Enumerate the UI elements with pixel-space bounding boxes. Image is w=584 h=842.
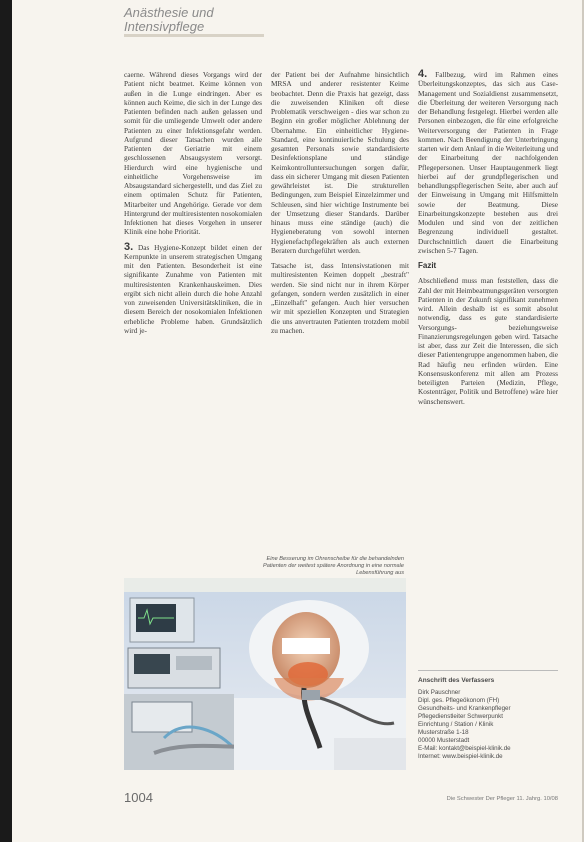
journal-footer: Die Schwester Der Pfleger 11. Jahrg. 10/08 — [446, 796, 558, 802]
binding-spine — [0, 0, 12, 842]
contact-line: Dipl. ges. Pflegeökonom (FH) — [418, 697, 500, 704]
section-title-line1: Anästhesie und — [124, 5, 214, 20]
contact-line: Einrichtung / Station / Klinik — [418, 721, 494, 728]
figure-caption: Eine Besserung im Ohrenscheibe für die behandelnden Patienten der weitest spätere Anordnung in eine normale Lebensführung aus — [263, 556, 404, 576]
paragraph: caerne. Während dieses Vorgangs wird der Patient nicht beatmet. Keime können von außen in die Lunge eindringen. Aber es können auch Keime, die sich in der Lunge des Patienten befinden nach außen gelassen und somit für die umliegende Umwelt oder andere Patienten zu einer Infektionsgefahr werden. Aufgrund dieser Tatsachen wurden alle Patienten der Geriatrie mit einem geschlossenen Absaugsystem versorgt. Hierdurch wird eine hygienische und einheitliche Vorgehensweise im Absaugstandard sichergestellt, und das Ziel zu einem optimalen Schutz für Patienten, Mitarbeiter und Angehörige. Gerade vor dem Hintergrund der multiresistenten nosokomialen Infektionen hat dieses Vorgehen in unserer Klinik eine hohe Priorität. — [124, 70, 262, 237]
fazit-paragraph: Abschließend muss man feststellen, dass die Zahl der mit Heimbeatmungsgeräten versorgten Patienten in der Zukunft signifikant zunehmen wird. Allein deshalb ist es somit absolut notwendig, dass es gute standardisierte Versorgungs- beziehungsweise Finanzierungsregelungen geben wird. Tatsache ist aber, dass zur Zeit die Interessen, die sich dieser Patientengruppe angenommen haben, die Rad häufig neu erfinden würden. Eine Konsensuskonferenz mit allen am Prozess beteiligten Parteien (Medizin, Pflege, Kostenträger, Politik und Betroffene) wäre hier wünschenswert. — [418, 276, 558, 406]
text-column-1 — [124, 70, 262, 341]
paragraph: der Patient bei der Aufnahme hinsichtlich MRSA und anderer resistenter Keime beobachtet. Denn die Praxis hat gezeigt, dass die zuweisenden Kliniken oft diese Problematik verschweigen - dies war schon zu Beginn ein großer möglicher Ablehnung der Übernahme. Ein einheitlicher Hygiene-Standard, eine kontinuierliche Schulung des gesamten Personals sowie standardisierte Desinfektionsplane und ständige Keimkontrolluntersuchungen sorgen dafür, dass ein sicherer Umgang mit diesen Patienten gewährleistet ist. Die strukturellen Bedingungen, zum Beispiel Einzelzimmer und Schleusen, sind hier wichtige Instrumente bei der Umsetzung dieser Standards. Darüber hinaus muss eine ständige (auch) die Hygieneberatung von sowohl internen Hygienefachpflegekräften als auch externen Beratern durchgeführt werden. — [271, 70, 409, 255]
fazit-heading: Fazit — [418, 261, 437, 270]
contact-line: Pflegedienstleiter Schwerpunkt — [418, 713, 503, 720]
contact-line: 00000 Musterstadt — [418, 737, 470, 744]
header-rule — [124, 34, 264, 37]
patient-photo — [124, 578, 406, 770]
anonymization-bar — [282, 638, 330, 654]
text-column-3 — [418, 70, 558, 412]
text-column-2 — [271, 70, 409, 341]
section-header — [124, 6, 214, 34]
section-title-line2: Intensivpflege — [124, 19, 205, 34]
contact-line: Internet: www.beispiel-klinik.de — [418, 753, 503, 760]
item-number: 3. — [124, 240, 134, 253]
numbered-item-4 — [418, 70, 558, 255]
contact-line: E-Mail: kontakt@beispiel-klinik.de — [418, 745, 511, 752]
item-text: Fallbezug, wird im Rahmen eines Überleitungskonzeptes, das sich aus Case-Management und Sozialdienst zusammensetzt, die Überleitung der weiteren Versorgung nach der Behandlung festgelegt. Hierbei werden alle Personen einbezogen, die für eine erfolgreiche Weiterversorgung der Patienten in Frage kommen. Nach Beendigung der Unterbringung starten wir dem Anlauf in die Weiterleitung und der Einarbeitung der nachfolgenden Pflegepersonen. Unser Hauptaugenmerk liegt hierbei auf der grundpflegerischen und behandlungspflegerischen Seite, aber auch auf der Einweisung in Umgang mit Hilfsmitteln sowie der Beatmung. Diese Einarbeitungskonzepte bestehen aus drei Modulen und sind von der zeitlichen Begrenzung individuell gestaltet. Durchschnittlich dauert die Einarbeitung zwischen 5-7 Tagen. — [418, 70, 558, 255]
contact-title: Anschrift des Verfassers — [418, 677, 495, 684]
paragraph: Tatsache ist, dass Intensivstationen mit multiresistenten Keimen doppelt „bestraft" werden. Sie sind nicht nur in ihrem Körper gefangen, sondern werden zusätzlich in einer „Einzelhaft" gefangen. Auch hier versuchen wir mit speziellen Konzepten und Strategien die uns anvertrauten Patienten trotzdem mobil zu machen. — [271, 261, 409, 335]
numbered-item-3 — [124, 240, 262, 336]
contact-line: Musterstraße 1-18 — [418, 729, 469, 736]
item-number: 4. — [418, 68, 428, 80]
contact-line: Dirk Pauschner — [418, 689, 461, 696]
page-number: 1004 — [124, 790, 153, 805]
item-text: Das Hygiene-Konzept bildet einen der Kernpunkte in unserem strategischen Umgang mit den Patienten. Besonderheit ist eine signifikante Zunahme von Patienten mit multiresistenten Krankenhauskeimen. Dies ergibt sich nicht allein durch die hohe Anzahl von zuweisenden Universitätskliniken, die in diesem Bereich der nosokomialen Infektionen erhebliche Probleme haben. Grundsätzlich wird je- — [124, 242, 262, 335]
contact-line: Gesundheits- und Krankenpfleger — [418, 705, 511, 712]
author-contact-box — [418, 670, 558, 761]
